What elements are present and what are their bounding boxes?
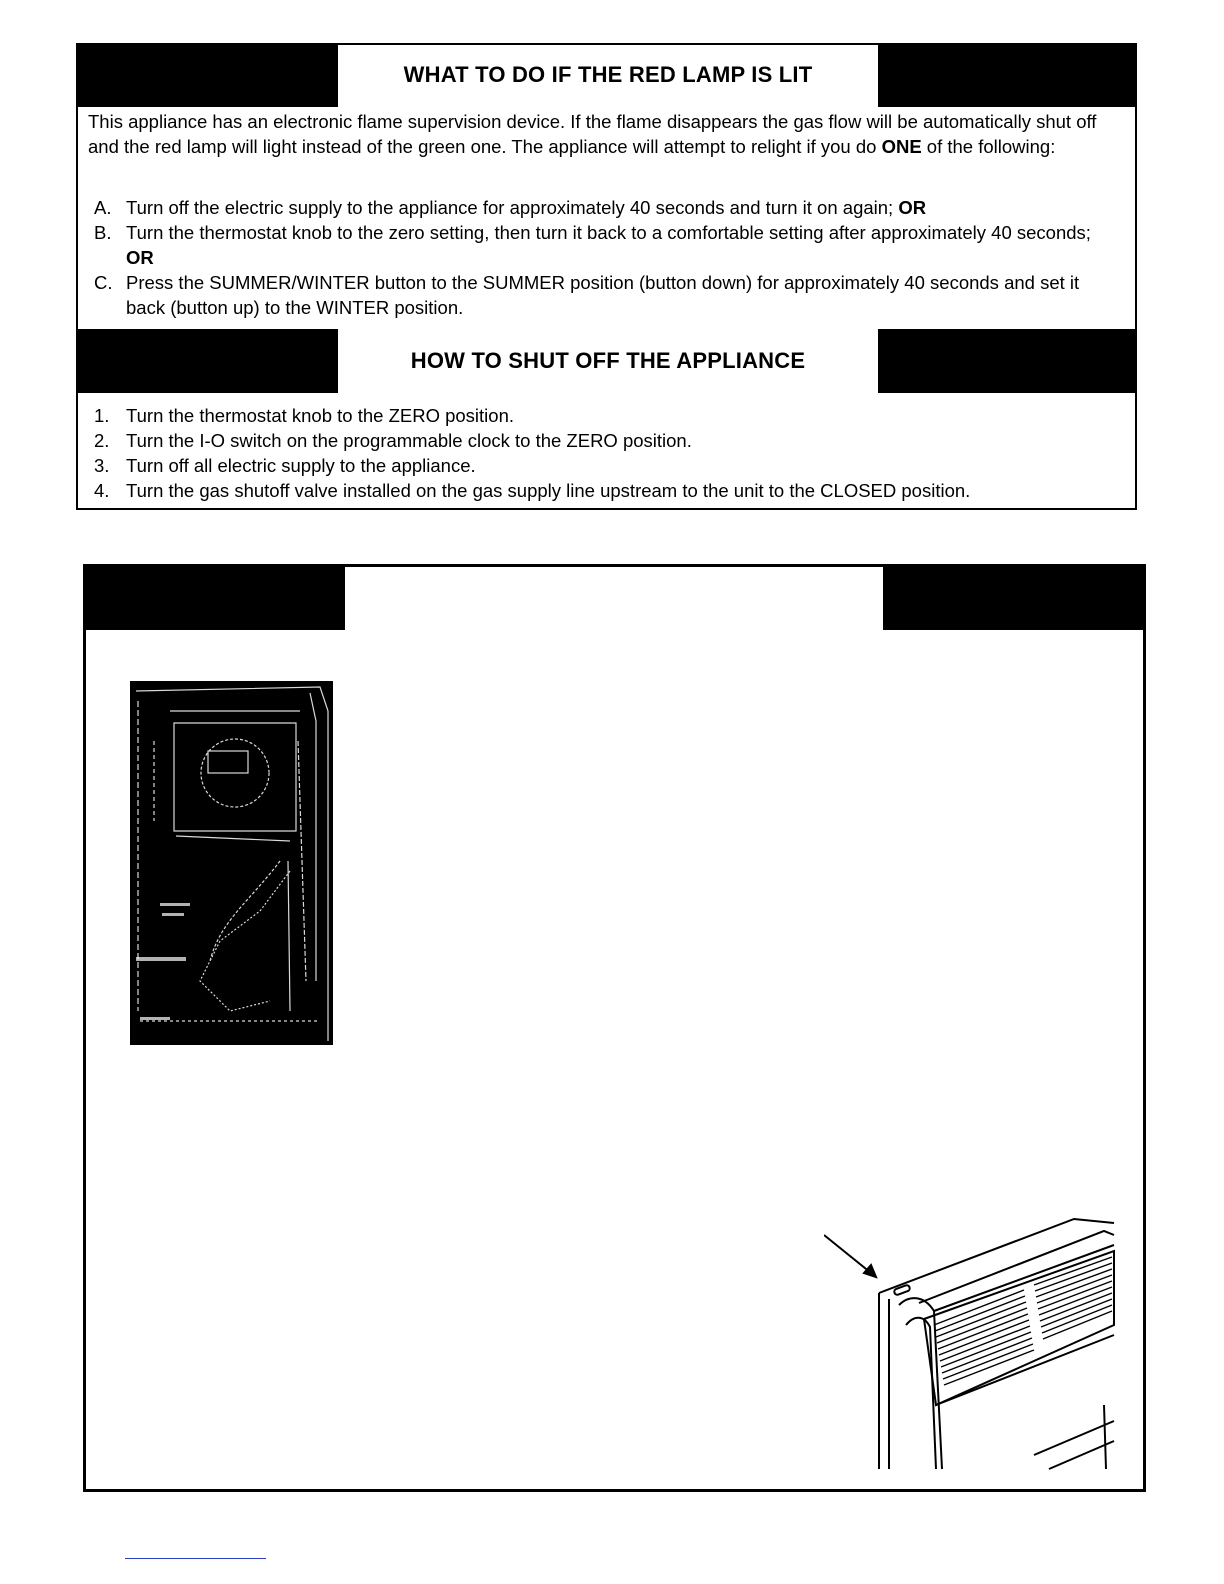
- red-lamp-intro: [88, 109, 1123, 159]
- list-marker: 1.: [94, 405, 110, 426]
- list-item: [92, 453, 1122, 478]
- shutoff-steps: [92, 403, 1122, 503]
- red-lamp-header: [78, 43, 1135, 107]
- header-black-block-left: [83, 564, 345, 630]
- header-black-block-right: [883, 564, 1146, 630]
- list-marker: 2.: [94, 430, 110, 451]
- list-text: Turn the I-O switch on the programmable clock to the ZERO position.: [126, 430, 692, 451]
- list-marker: C.: [94, 272, 113, 293]
- red-lamp-steps: [92, 195, 1122, 320]
- list-text: Turn the thermostat knob to the zero setting, then turn it back to a comfortable setting after approximately 40 seconds;: [126, 222, 1091, 243]
- list-text: Turn off the electric supply to the appliance for approximately 40 seconds and turn it on again;: [126, 197, 899, 218]
- list-item: [92, 478, 1122, 503]
- intro-emphasis: ONE: [881, 136, 922, 157]
- arrow-head: [864, 1265, 876, 1277]
- illustration-panel: [83, 564, 1146, 1492]
- list-item: [92, 403, 1122, 428]
- list-marker: 4.: [94, 480, 110, 501]
- red-lamp-title: WHAT TO DO IF THE RED LAMP IS LIT: [403, 62, 813, 87]
- list-emphasis: OR: [898, 197, 927, 218]
- list-item: [92, 195, 1122, 220]
- list-marker: 3.: [94, 455, 110, 476]
- instructions-panel: [76, 43, 1137, 510]
- list-item: [92, 270, 1122, 320]
- list-item: [92, 428, 1122, 453]
- list-marker: B.: [94, 222, 112, 243]
- header-black-block-left: [78, 43, 338, 107]
- list-item: [92, 220, 1122, 270]
- intro-text: This appliance has an electronic flame supervision device. If the flame disappears the gas flow will be automatically shut off and the red lamp will light instead of the green one. The appliance will attempt to relight if you do: [88, 111, 1097, 157]
- intro-text-end: of the following:: [921, 136, 1056, 157]
- list-marker: A.: [94, 197, 112, 218]
- list-text: Turn off all electric supply to the appliance.: [126, 455, 476, 476]
- list-text: Turn the gas shutoff valve installed on the gas supply line upstream to the unit to the CLOSED position.: [126, 480, 971, 501]
- shutoff-title: HOW TO SHUT OFF THE APPLIANCE: [410, 348, 806, 373]
- shutoff-header: [78, 329, 1135, 393]
- control-panel-photo: [130, 681, 333, 1045]
- list-emphasis: OR: [126, 247, 154, 268]
- header-black-block-right: [878, 43, 1137, 107]
- list-text: Press the SUMMER/WINTER button to the SUMMER position (button down) for approximately 40 seconds and set it back (button up) to the WINTER position.: [126, 272, 1080, 318]
- illustration-header: [83, 564, 1146, 630]
- header-black-block-right: [878, 329, 1137, 393]
- heater-illustration: [824, 1215, 1121, 1477]
- header-black-block-left: [78, 329, 338, 393]
- footnote-rule: [125, 1558, 266, 1559]
- list-text: Turn the thermostat knob to the ZERO position.: [126, 405, 515, 426]
